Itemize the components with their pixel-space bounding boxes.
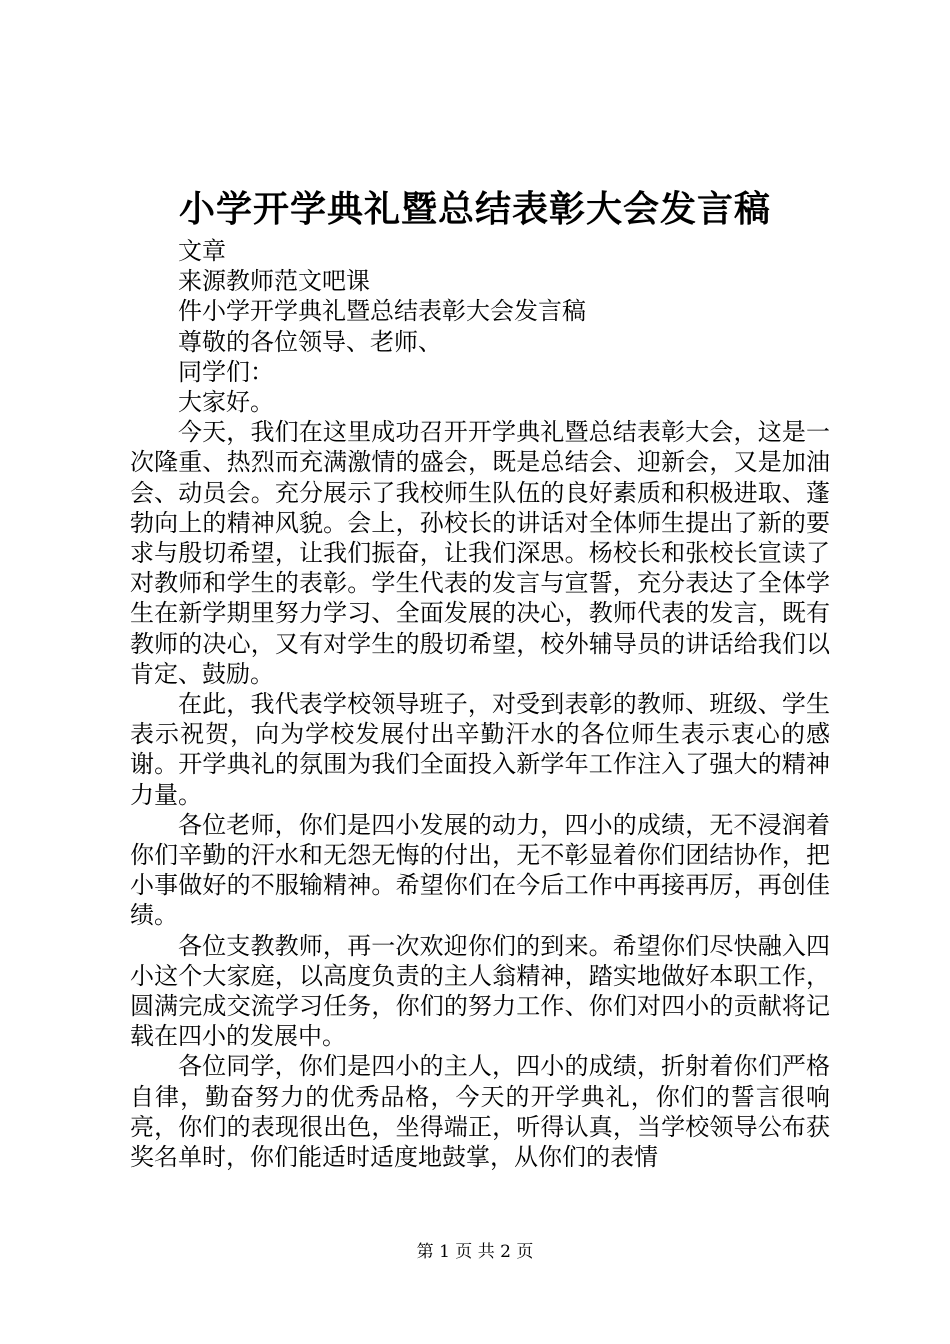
greeting-line: 大家好。 [178, 388, 274, 417]
text-line: 件小学开学典礼暨总结表彰大会发言稿 [178, 297, 586, 326]
body-paragraph: 在此，我代表学校领导班子，对受到表彰的教师、班级、学生表示祝贺，向为学校发展付出辛勤汗水的各位师生表示衷心的感谢。开学典礼的氛围为我们全面投入新学年工作注入了强大的精神力量。 [130, 690, 830, 809]
page-number-footer: 第 1 页 共 2 页 [416, 1242, 534, 1262]
salutation-line: 尊敬的各位领导、老师、 [178, 327, 442, 356]
text-line: 来源教师范文吧课 [178, 267, 370, 296]
text-line: 文章 [178, 237, 226, 265]
body-paragraph: 各位支教教师，再一次欢迎你们的到来。希望你们尽快融入四小这个大家庭，以高度负责的主人翁精神，踏实地做好本职工作，圆满完成交流学习任务，你们的努力工作、你们对四小的贡献将记载在四小的发展中。 [130, 931, 830, 1051]
body-paragraph: 今天，我们在这里成功召开开学典礼暨总结表彰大会，这是一次隆重、热烈而充满激情的盛会，既是总结会、迎新会，又是加油会、动员会。充分展示了我校师生队伍的良好素质和积极进取、蓬勃向上的精神风貌。会上，孙校长的讲话对全体师生提出了新的要求与殷切希望，让我们振奋，让我们深思。杨校长和张校长宣读了对教师和学生的表彰。学生代表的发言与宣誓，充分表达了全体学生在新学期里努力学习、全面发展的决心，教师代表的发言，既有教师的决心，又有对学生的殷切希望，校外辅导员的讲话给我们以肯定、鼓励。 [130, 418, 830, 688]
document-body [130, 236, 830, 1172]
body-paragraph: 各位老师，你们是四小发展的动力，四小的成绩，无不浸润着你们辛勤的汗水和无怨无悔的付出，无不彰显着你们团结协作，把小事做好的不服输精神。希望你们在今后工作中再接再厉，再创佳绩。 [130, 810, 830, 930]
page-title: 小学开学典礼暨总结表彰大会发言稿 [178, 188, 771, 230]
body-paragraph: 各位同学，你们是四小的主人，四小的成绩，折射着你们严格自律，勤奋努力的优秀品格，今天的开学典礼，你们的誓言很响亮，你们的表现很出色，坐得端正，听得认真，当学校领导公布获奖名单时，你们能适时适度地鼓掌，从你们的表情 [130, 1052, 830, 1172]
salutation-line: 同学们： [178, 357, 274, 386]
